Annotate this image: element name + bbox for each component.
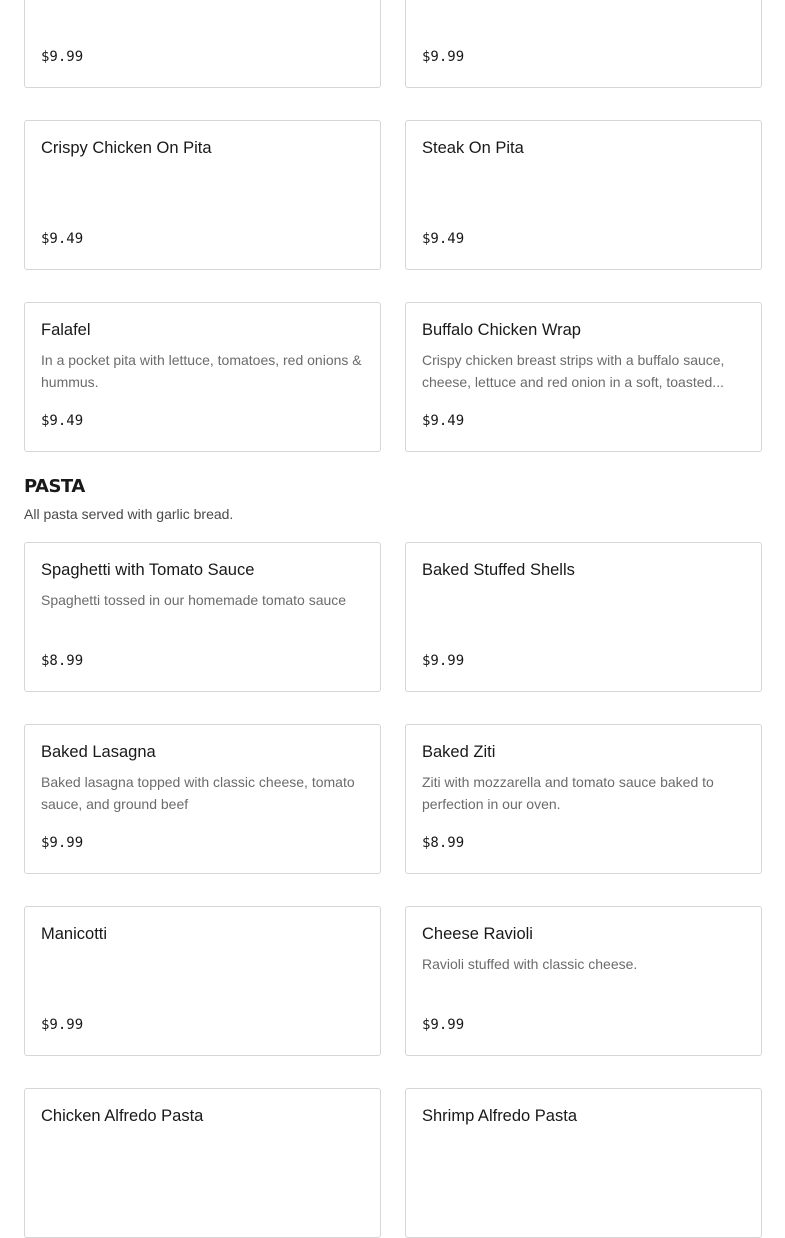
menu-item-description: Ravioli stuffed with classic cheese.: [422, 956, 638, 972]
menu-item-price: $9.99: [41, 1017, 84, 1033]
menu-item-name: Baked Lasagna: [41, 743, 156, 761]
menu-item-card[interactable]: [24, 120, 381, 270]
menu-item-card[interactable]: [24, 542, 381, 692]
menu-item-price: $9.49: [41, 413, 84, 429]
menu-item-card[interactable]: [24, 302, 381, 452]
menu-item-card[interactable]: [24, 906, 381, 1056]
menu-item-description: Crispy chicken breast strips with a buffalo sauce, cheese, lettuce and red onion in a soft, toasted...: [422, 352, 725, 390]
section-description: All pasta served with garlic bread.: [24, 506, 234, 522]
menu-item-card[interactable]: [24, 724, 381, 874]
menu-item-description: Baked lasagna topped with classic cheese, tomato sauce, and ground beef: [41, 774, 355, 812]
menu-item-card[interactable]: [24, 1088, 381, 1238]
menu-item-description: In a pocket pita with lettuce, tomatoes, red onions & hummus.: [41, 352, 362, 390]
section-title: PASTA: [24, 476, 85, 497]
menu-item-price: $9.99: [422, 1017, 465, 1033]
menu-item-price: $9.49: [422, 231, 465, 247]
menu-item-price: $9.99: [41, 49, 84, 65]
menu-item-card[interactable]: [405, 120, 762, 270]
menu-item-price: $8.99: [422, 835, 465, 851]
menu-item-name: Baked Ziti: [422, 743, 496, 761]
menu-item-card[interactable]: [405, 302, 762, 452]
menu-item-card[interactable]: [405, 1088, 762, 1238]
menu-item-description: Spaghetti tossed in our homemade tomato sauce: [41, 592, 347, 608]
menu-item-card[interactable]: [405, 906, 762, 1056]
menu-item-name: Spaghetti with Tomato Sauce: [41, 561, 255, 579]
menu-item-card[interactable]: [24, 0, 381, 88]
menu-item-card[interactable]: [405, 0, 762, 88]
menu-item-name: Crispy Chicken On Pita: [41, 139, 212, 157]
menu-item-description: Ziti with mozzarella and tomato sauce baked to perfection in our oven.: [422, 774, 714, 812]
menu-item-name: Buffalo Chicken Wrap: [422, 321, 581, 339]
menu-item-name: Shrimp Alfredo Pasta: [422, 1107, 577, 1125]
menu-item-price: $9.99: [422, 653, 465, 669]
menu-item-card[interactable]: [405, 542, 762, 692]
menu-item-price: $8.99: [41, 653, 84, 669]
menu-item-name: Cheese Ravioli: [422, 925, 533, 943]
menu-item-name: Baked Stuffed Shells: [422, 561, 575, 579]
menu-item-price: $9.99: [41, 835, 84, 851]
menu-item-name: Manicotti: [41, 925, 108, 943]
menu-item-price: $9.49: [41, 231, 84, 247]
menu-item-name: Steak On Pita: [422, 139, 524, 157]
menu-item-name: Falafel: [41, 321, 91, 339]
menu-item-card[interactable]: [405, 724, 762, 874]
menu-item-name: Chicken Alfredo Pasta: [41, 1107, 204, 1125]
menu-item-price: $9.49: [422, 413, 465, 429]
menu-item-price: $9.99: [422, 49, 465, 65]
